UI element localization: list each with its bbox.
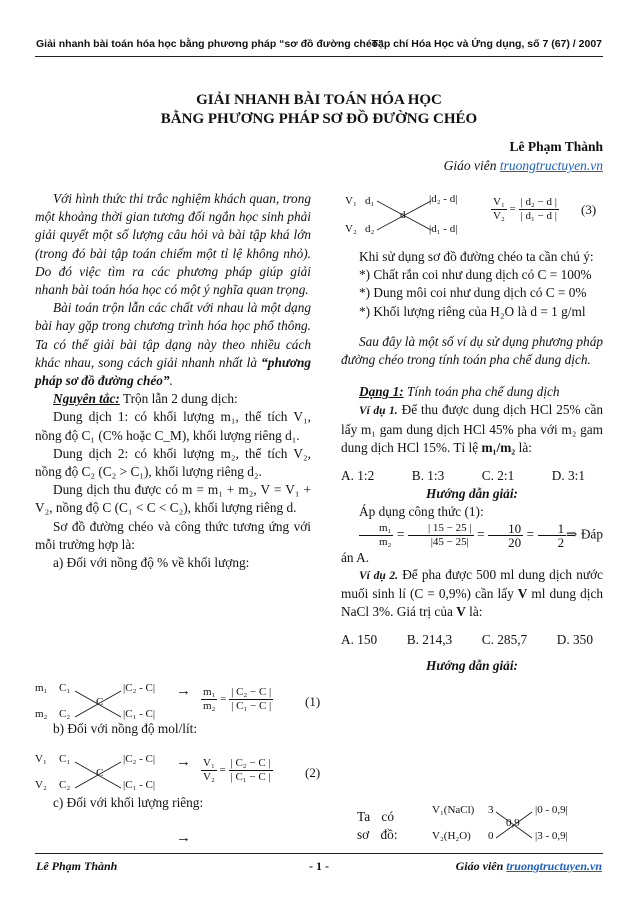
scheme-paragraph: Sơ đồ đường chéo và công thức tương ứng với mỗi trường hợp là: — [35, 518, 311, 552]
footer-site-link[interactable]: truongtructuyen.vn — [506, 859, 602, 873]
note-solid: *) Chất rắn coi như dung dịch có C = 100% — [359, 267, 592, 283]
footer-rule — [35, 853, 603, 854]
result-paragraph: Dung dịch thu được có m = m₁ + m₂, V = V₁ + V₂, nồng độ C (C₁ < C < C₂), khối lượng riêng d. — [35, 482, 311, 516]
d1-rhs-num: | C₂ − C | — [231, 686, 272, 698]
d1-m2-label: m₂ — [35, 708, 48, 720]
calc-frac-o — [538, 522, 567, 549]
examples-intro: Sau đây là một số ví dụ sử dụng phương pháp đường chéo trong tính toán pha chế dung dịch. — [341, 333, 603, 368]
right-column — [341, 248, 603, 676]
d3-formula: $\frac{\text{V₁}}{\text{V₂}}$ = $\frac{\text{| d₂ − d |}}{\text{| d₁ − d |}}$ — [493, 196, 557, 222]
d1-m1-label: m₁ — [35, 682, 48, 694]
d2-formula: $\frac{\text{V₁}}{\text{V₂}}$ = $\frac{\text{| C₂ − C |}}{\text{| C₁ − C |}}$ — [203, 757, 271, 783]
example2-var2: V — [456, 604, 466, 620]
note-water-density: *) Khối lượng riêng của H₂O là d = 1 g/ml — [359, 303, 586, 319]
example2-option-b: B. 214,3 — [406, 632, 453, 648]
example2-guide-heading: Hướng dẫn giải: — [426, 658, 518, 674]
d3-rhs-den: | d₁ − d | — [520, 210, 557, 222]
d1-center-label: C — [96, 696, 104, 708]
d3-v2-label: V₂ — [345, 223, 357, 235]
intro-paragraph: Với hình thức thi trắc nghiệm khách quan, trong một khoảng thời gian tương đối ngắn học sinh phải giải quyết một số lượng câu hỏi và bài tập khá lớn (trong đó bài tập toán chiếm một tỉ lệ không nhỏ). Do đó việc tìm ra các phương pháp giúp giải nhanh bài toán hóa học có một ý nghĩa quan trọng. — [35, 191, 311, 298]
example2-var: V — [517, 585, 528, 601]
d3-lhs — [491, 196, 507, 223]
d2-arrow-icon: → — [176, 754, 191, 770]
d1-c1-label: C₁ — [59, 682, 71, 694]
d3-center-label: d — [400, 209, 406, 221]
principle-text: Trộn lẫn 2 dung dịch: — [119, 391, 238, 407]
d4-v2-label: V₂(H₂O) — [432, 830, 471, 842]
d1-rhs-den: | C₁ − C | — [231, 700, 272, 712]
spacer — [341, 321, 603, 333]
d3-lhs-den: V₂ — [493, 210, 505, 222]
d2-lhs-den: V₂ — [203, 771, 215, 783]
d3-bot-diff: |d₁ - d| — [429, 223, 458, 235]
calc-mid-num: | 15 − 25 | — [408, 522, 474, 536]
form1-text: Tính toán pha chế dung dịch — [403, 384, 560, 400]
cross-diagram-molarity — [35, 753, 325, 793]
d3-rhs — [519, 196, 559, 223]
d2-rhs-den: | C₁ − C | — [230, 771, 271, 783]
d1-bot-diff: |C₁ - C| — [123, 708, 156, 720]
calc-lhs — [359, 522, 393, 549]
d1-top-diff: |C₂ - C| — [123, 682, 156, 694]
taco-text: Ta có sơ đồ: — [357, 809, 398, 842]
calc-n-num: 10 — [488, 522, 523, 536]
example1-label: Ví dụ 1. — [359, 405, 398, 418]
example2-options — [341, 631, 603, 649]
d2-equation-number: (2) — [305, 765, 321, 780]
example2-label: Ví dụ 2. — [359, 569, 399, 582]
d1-lhs — [201, 686, 217, 713]
example2-option-d: D. 350 — [556, 632, 593, 648]
spacer — [341, 621, 603, 631]
example1-calculation: $\frac{\text{m₁}}{\text{m₂}}$ = $\frac{| 15 - 25 |}{|45 - 25|}$ = $\frac{10}{20}$ = $\frac{1}{2}$ ⇒ Đáp án A. — [341, 520, 603, 565]
spacer — [341, 552, 603, 566]
calc-mid-den: |45 − 25| — [430, 535, 469, 548]
form1-label: Dạng 1: — [359, 384, 404, 400]
mixing-end: . — [169, 373, 173, 389]
form1-heading — [341, 383, 603, 401]
example1-option-d: D. 3:1 — [551, 468, 585, 484]
d2-lhs-num: V₁ — [203, 757, 215, 769]
mixing-paragraph — [35, 299, 311, 390]
method-name: “phương pháp sơ đồ đường chéo” — [35, 354, 311, 389]
d1-lhs-den: m₂ — [203, 700, 216, 712]
calc-o-num: 1 — [538, 522, 567, 536]
spacer — [341, 457, 603, 467]
d2-rhs-num: | C₂ − C | — [230, 757, 271, 769]
example1-option-a: A. 1:2 — [341, 468, 375, 484]
apply-formula: Áp dụng công thức (1): — [359, 504, 484, 520]
calc-lhs-num: m₁ — [359, 522, 393, 536]
d2-v1-label: V₁ — [35, 753, 47, 765]
d4-c1-label: 3 — [488, 804, 494, 816]
example2 — [341, 566, 603, 622]
article-title-line2: BẰNG PHƯƠNG PHÁP SƠ ĐỒ ĐƯỜNG CHÉO — [160, 111, 478, 127]
case-b-label: b) Đối với nồng độ mol/lít: — [53, 721, 198, 736]
cross-diagram-density — [341, 192, 603, 236]
example1-option-c: C. 2:1 — [481, 468, 515, 484]
footer-role: Giáo viên — [455, 859, 507, 873]
running-header-right: Tạp chí Hóa Học và Ứng dụng, số 7 (67) / 2007 — [371, 38, 602, 50]
d2-lhs — [201, 757, 217, 784]
calc-mid — [408, 522, 474, 549]
usage-note: Khi sử dụng sơ đồ đường chéo ta cần chú ý: — [359, 249, 594, 264]
d1-c2-label: C₂ — [59, 708, 71, 720]
case-b-block — [35, 720, 311, 738]
example1-option-b: B. 1:3 — [411, 468, 445, 484]
d1-arrow-icon: → — [176, 683, 191, 699]
author-role: Giáo viên — [443, 158, 497, 173]
calc-lhs-den: m₂ — [379, 535, 392, 548]
principle-label: Nguyên tắc: — [53, 391, 120, 407]
article-title-line1: GIẢI NHANH BÀI TOÁN HÓA HỌC — [196, 92, 442, 108]
d3-equation-number: (3) — [581, 202, 597, 217]
example2-option-c: C. 285,7 — [481, 632, 528, 648]
example1-ratio: m₁/m₂ — [481, 439, 516, 455]
d2-c2-label: C₂ — [59, 779, 71, 791]
example1-end: là: — [515, 439, 532, 455]
author-name: Lê Phạm Thành — [509, 139, 603, 154]
d3-d2-label: d₂ — [365, 223, 375, 235]
page-number: - 1 - — [309, 859, 329, 873]
d2-top-diff: |C₂ - C| — [123, 753, 156, 765]
example1 — [341, 401, 603, 457]
case-a-label: a) Đối với nồng độ % về khối lượng: — [53, 555, 250, 571]
d1-formula: $\frac{\text{m₁}}{\text{m₂}}$ = $\frac{\text{| C₂ − C |}}{\text{| C₁ − C |}}$ — [203, 686, 272, 712]
header-rule — [35, 56, 603, 57]
cross-diagram-nacl — [432, 804, 602, 844]
solution1-paragraph: Dung dịch 1: có khối lượng m₁, thể tích V₁, nồng độ C₁ (C% hoặc C_M), khối lượng riêng d₁. — [35, 409, 311, 443]
d2-v2-label: V₂ — [35, 779, 47, 791]
d1-lhs-num: m₁ — [203, 686, 216, 698]
d4-top-diff: |0 - 0,9| — [535, 804, 568, 816]
d3-top-diff: |d₂ - d| — [429, 193, 458, 205]
example1-text: Để thu được dung dịch HCl 25% cần lấy m₁ gam dung dịch HCl 45% pha với m₂ gam dung dịch HCl 15%. Tỉ lệ — [341, 402, 603, 455]
mixing-text: Bài toán trộn lẫn các chất với nhau là một dạng bài hay gặp trong chương trình hóa học phổ thông. Ta có thể giải bài tập dạng này theo nhiều cách khác nhau, song cách giải nhanh nhất là — [35, 300, 311, 370]
example2-text: Để pha được 500 ml dung dịch nước muối sinh lí (C = 0,9%) cần lấy — [341, 566, 604, 601]
d2-bot-diff: |C₁ - C| — [123, 779, 156, 791]
calc-frac-n — [488, 522, 523, 549]
d4-bot-diff: |3 - 0,9| — [535, 830, 568, 842]
d4-v1-label: V₁(NaCl) — [432, 804, 475, 816]
d2-rhs — [229, 757, 273, 784]
footer-author: Lê Phạm Thành — [36, 859, 118, 873]
d4-c2-label: 0 — [488, 830, 494, 842]
author-affiliation — [444, 158, 603, 174]
d3-rhs-num: | d₂ − d | — [520, 196, 557, 208]
example2-text2: ml dung dịch NaCl 3%. Giá trị của — [341, 585, 603, 620]
case-c-block — [35, 794, 311, 812]
example1-guide-heading: Hướng dẫn giải: — [426, 486, 518, 502]
d3-lhs-num: V₁ — [493, 196, 505, 208]
calc-o-den: 2 — [557, 534, 565, 550]
author-site-link[interactable]: truongtructuyen.vn — [499, 158, 603, 173]
example2-end: là: — [465, 604, 483, 620]
d2-c1-label: C₁ — [59, 753, 71, 765]
d1-rhs — [229, 686, 273, 713]
d1-equation-number: (1) — [305, 694, 321, 709]
case-c-label: c) Đối với khối lượng riêng: — [53, 795, 204, 810]
taco-label — [341, 808, 413, 844]
solution2-paragraph: Dung dịch 2: có khối lượng m₂, thể tích V₂, nồng độ C₂ (C₂ > C₁), khối lượng riêng d₂. — [35, 445, 311, 480]
running-header-left: Giải nhanh bài toán hóa học bằng phương pháp “sơ đồ đường chéo” — [36, 38, 384, 50]
left-column — [35, 190, 311, 572]
cross-diagram-mass — [35, 682, 325, 722]
spacer — [341, 649, 603, 657]
note-solvent: *) Dung môi coi như dung dịch có C = 0% — [359, 285, 587, 301]
d3-arrow-icon: → — [176, 830, 191, 846]
d3-v1-label: V₁ — [345, 195, 357, 207]
example1-options — [341, 467, 603, 485]
spacer — [341, 369, 603, 383]
calc-answer: ⇒ Đáp án A. — [341, 526, 603, 565]
calc-n-den: 20 — [508, 534, 522, 550]
d2-center-label: C — [96, 767, 104, 779]
d3-d1-label: d₁ — [365, 195, 375, 207]
principle-paragraph — [35, 390, 311, 408]
example2-option-a: A. 150 — [341, 632, 378, 648]
footer-affiliation — [456, 859, 602, 874]
d4-center-label: 0,9 — [506, 817, 520, 829]
